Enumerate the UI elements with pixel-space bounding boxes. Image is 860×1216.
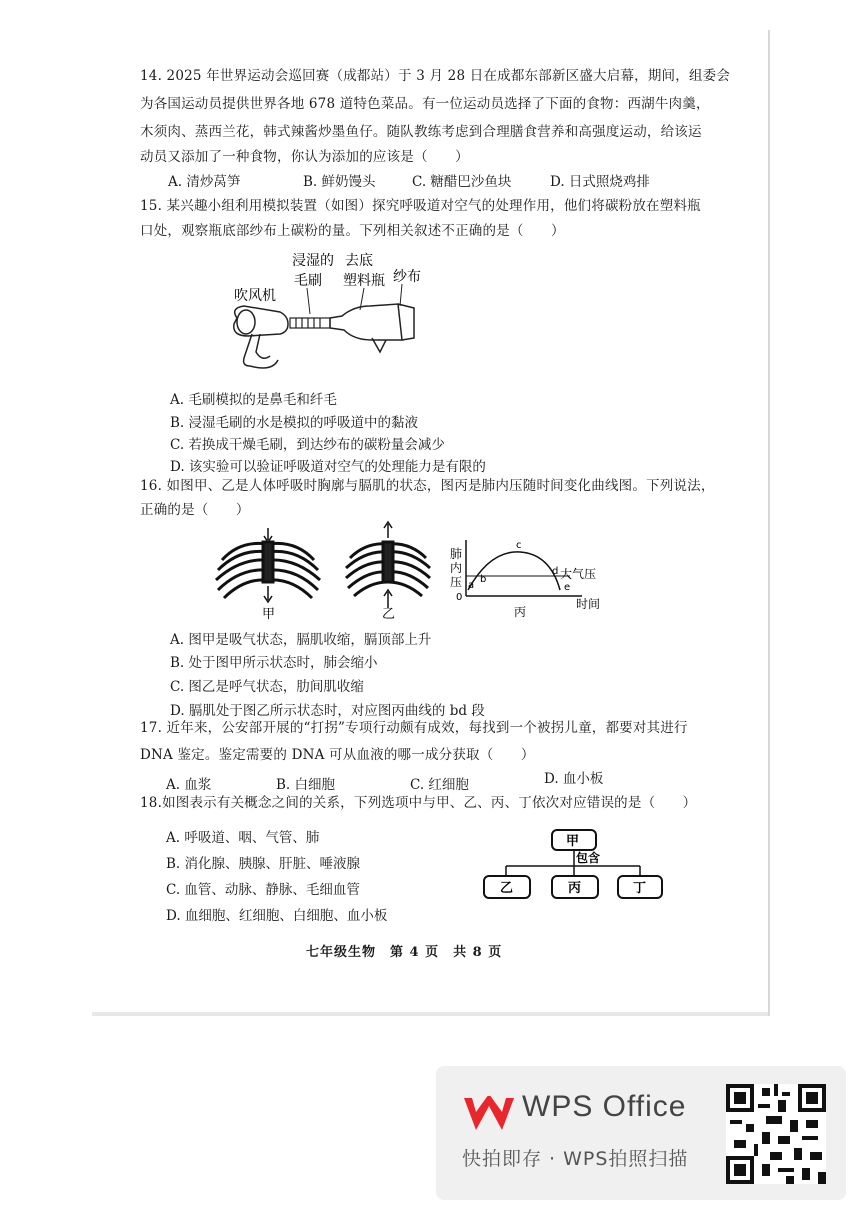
point-b: b xyxy=(480,574,487,585)
q15-option-d: D. 该实验可以验证呼吸道对空气的处理能力是有限的 xyxy=(170,459,486,475)
label-bottle: 塑料瓶 xyxy=(343,273,385,289)
box-yi: 乙 xyxy=(500,881,514,896)
q15-line-2: 口处，观察瓶底部纱布上碳粉的量。下列相关叙述不正确的是（ ） xyxy=(140,223,565,239)
q17-option-b: B. 白细胞 xyxy=(276,777,336,793)
point-d: d xyxy=(552,566,559,577)
box-ding: 丁 xyxy=(633,881,647,896)
q16-line-2: 正确的是（ ） xyxy=(140,502,250,518)
page-edge xyxy=(92,1012,768,1016)
label-time: 时间 xyxy=(576,597,601,611)
q16-option-d: D. 膈肌处于图乙所示状态时，对应图丙曲线的 bd 段 xyxy=(170,703,485,719)
svg-text:压: 压 xyxy=(450,575,463,589)
label-gauze: 纱布 xyxy=(393,269,421,285)
hairdryer-drawing xyxy=(234,306,288,368)
wps-subtitle: 快拍即存 · WPS拍照扫描 xyxy=(462,1148,689,1170)
breathing-model-figure xyxy=(222,248,432,378)
label-brush: 毛刷 xyxy=(294,273,322,289)
q15-line-1: 15. 某兴趣小组利用模拟装置（如图）探究呼吸道对空气的处理作用，他们将碳粉放在塑料瓶 xyxy=(140,198,701,214)
q15-option-c: C. 若换成干燥毛刷，到达纱布的碳粉量会减少 xyxy=(170,437,445,453)
q16-line-1: 16. 如图甲、乙是人体呼吸时胸廓与膈肌的状态，图丙是肺内压随时间变化曲线图。下列说法， xyxy=(140,478,715,494)
label-jia: 甲 xyxy=(262,607,276,620)
box-bing: 丙 xyxy=(568,881,582,896)
q16-option-a: A. 图甲是吸气状态，膈肌收缩，膈顶部上升 xyxy=(170,632,432,648)
page-footer: 七年级生物 第 4 页 共 8 页 xyxy=(306,945,503,960)
q17-option-c: C. 红细胞 xyxy=(410,777,469,793)
q17-option-a: A. 血浆 xyxy=(166,777,212,793)
label-atmos: 大气压 xyxy=(560,567,597,581)
label-wet: 浸湿的 xyxy=(292,253,334,269)
point-e: e xyxy=(564,582,571,593)
q14-line-2: 为各国运动员提供世界各地 678 道特色菜品。有一位运动员选择了下面的食物：西湖牛肉羹， xyxy=(140,96,710,112)
q14-line-4: 动员又添加了一种食物，你认为添加的应该是（ ） xyxy=(140,149,469,165)
label-bing: 丙 xyxy=(514,605,527,619)
q14-option-c: C. 糖醋巴沙鱼块 xyxy=(412,174,512,190)
wps-watermark-card xyxy=(436,1066,846,1200)
brush-drawing xyxy=(290,318,330,328)
q14-line-3: 木须肉、蒸西兰花，韩式辣酱炒墨鱼仔。随队教练考虑到合理膳食营养和高强度运动，给该运 xyxy=(140,124,702,140)
q14-option-b: B. 鲜奶馒头 xyxy=(303,174,376,190)
q18-option-a: A. 呼吸道、咽、气管、肺 xyxy=(166,830,320,846)
svg-text:内: 内 xyxy=(450,561,463,575)
label-include: 包含 xyxy=(576,851,601,865)
wps-brand-text: WPS Office xyxy=(522,1090,687,1123)
label-hairdryer: 吹风机 xyxy=(234,288,276,304)
qr-code-icon xyxy=(726,1084,826,1184)
box-jia: 甲 xyxy=(566,834,580,849)
q16-option-c: C. 图乙是呼气状态，肋间肌收缩 xyxy=(170,679,364,695)
bottle-drawing xyxy=(330,304,414,352)
q18-option-d: D. 血细胞、红细胞、白细胞、血小板 xyxy=(166,908,388,924)
q14-line-1: 14. 2025 年世界运动会巡回赛（成都站）于 3 月 28 日在成都东部新区盛大启幕，期间，组委会 xyxy=(140,68,731,84)
label-no-bottom: 去底 xyxy=(345,253,373,269)
q16-option-b: B. 处于图甲所示状态时，肺会缩小 xyxy=(170,655,378,671)
label-yi: 乙 xyxy=(382,607,396,620)
q17-line-2: DNA 鉴定。鉴定需要的 DNA 可从血液的哪一成分获取（ ） xyxy=(140,747,535,763)
ribcage-figure xyxy=(210,520,630,620)
svg-text:0: 0 xyxy=(456,592,463,603)
q18-line-1: 18.如图表示有关概念之间的关系，下列选项中与甲、乙、丙、丁依次对应错误的是（ ） xyxy=(140,795,697,811)
ribcage-jia xyxy=(216,528,320,602)
q18-option-c: C. 血管、动脉、静脉、毛细血管 xyxy=(166,882,360,898)
svg-text:肺: 肺 xyxy=(450,547,463,561)
q18-option-b: B. 消化腺、胰腺、肝脏、唾液腺 xyxy=(166,856,361,872)
q15-option-b: B. 浸湿毛刷的水是模拟的呼吸道中的黏液 xyxy=(170,415,419,431)
q14-option-d: D. 日式照烧鸡排 xyxy=(550,174,650,190)
pressure-graph xyxy=(450,540,600,619)
q15-option-a: A. 毛刷模拟的是鼻毛和纤毛 xyxy=(170,392,337,408)
q17-line-1: 17. 近年来，公安部开展的“打拐”专项行动颇有成效，每找到一个被拐儿童，都要对其进行 xyxy=(140,720,688,736)
ribcage-yi xyxy=(346,522,430,608)
point-a: a xyxy=(468,580,475,591)
point-c: c xyxy=(516,540,522,551)
concept-diagram xyxy=(478,826,668,906)
q17-option-d: D. 血小板 xyxy=(544,771,604,787)
wps-logo-icon xyxy=(462,1096,516,1132)
q14-option-a: A. 清炒莴笋 xyxy=(168,174,241,190)
